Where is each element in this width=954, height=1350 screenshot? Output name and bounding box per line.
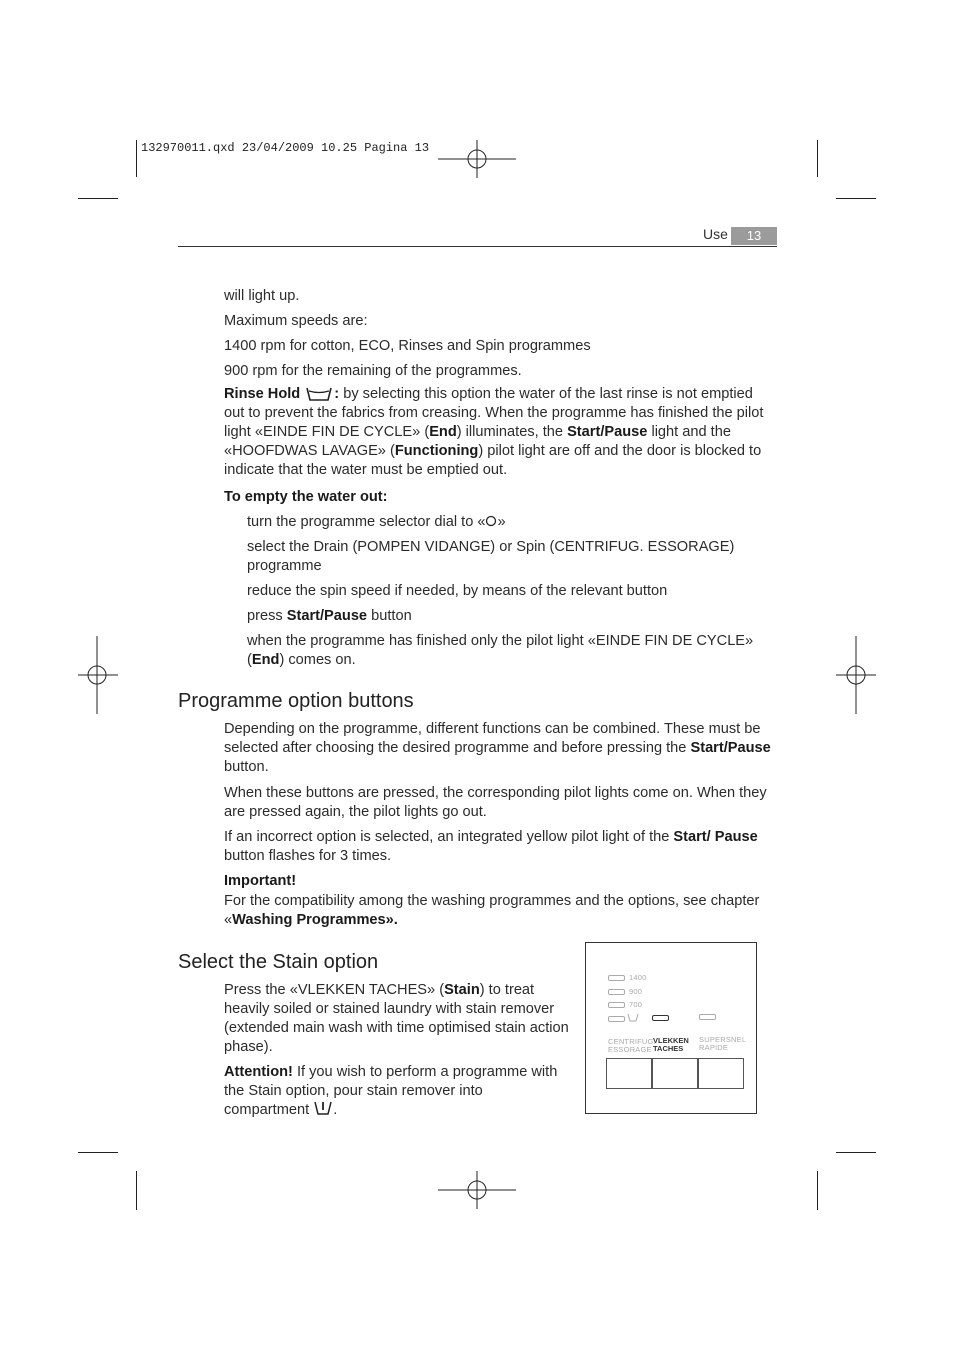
rinse-hold-text: ) pilot light are off and the door is blocked to indicate that the water must be emptied out.	[224, 443, 762, 478]
crop-mark	[78, 198, 118, 199]
intro-line: 1400 rpm for cotton, ECO, Rinses and Spin programmes	[224, 338, 591, 354]
rinse-hold-colon: :	[334, 386, 340, 402]
intro-line: will light up.	[224, 288, 300, 304]
speed-label: 900	[629, 987, 643, 996]
header-rule	[178, 246, 777, 247]
button-label-line: SUPERSNEL	[699, 1035, 747, 1044]
chapter-reference: Washing Programmes	[232, 912, 386, 928]
page-number: 13	[731, 227, 777, 245]
start-pause-label: Start/Pause	[567, 424, 648, 440]
step-item: reduce the spin speed if needed, by means of the relevant button	[247, 583, 668, 599]
start-pause-label: Start/Pause	[286, 608, 368, 624]
crop-mark	[817, 1171, 818, 1210]
rinse-hold-icon	[627, 1013, 639, 1022]
start-pause-label: Start/ Pause	[673, 829, 758, 845]
button-label-line: ESSORAGE	[608, 1045, 652, 1054]
print-slug: 132970011.qxd 23/04/2009 10.25 Pagina 13	[141, 141, 430, 155]
rinse-hold-text: light and the «HOOFDWAS LAVAGE» (	[224, 424, 731, 459]
end-label: End	[429, 424, 457, 440]
button-label-line: RAPIDE	[699, 1043, 729, 1052]
crop-mark	[78, 1152, 118, 1153]
important-title: Important!	[224, 873, 297, 889]
button-label-line: CENTRIFUG.	[608, 1037, 656, 1046]
paragraph	[224, 828, 769, 866]
paragraph-text: ) to treat heavily soiled or stained laundry with stain remover (extended main wash with time optimised stain action phase).	[224, 982, 569, 1055]
paragraph-text: ».	[385, 912, 398, 928]
paragraph-text: Depending on the programme, different functions can be combined. These must be selected after choosing the desired programme and before pressing the	[224, 721, 761, 756]
intro-line: 900 rpm for the remaining of the programmes.	[224, 363, 522, 379]
paragraph	[224, 981, 580, 1057]
registration-mark-icon	[438, 140, 516, 178]
crop-mark	[836, 198, 876, 199]
step-text: when the programme has finished only the pilot light «EINDE FIN DE CYCLE» (	[247, 633, 754, 668]
end-label: End	[251, 652, 280, 668]
step-text: press	[247, 608, 287, 624]
pilot-light	[608, 1016, 625, 1022]
compartment-icon	[313, 1100, 333, 1116]
step-text: ) comes on.	[279, 652, 356, 668]
paragraph-text: Press the «VLEKKEN TACHES» (	[224, 982, 445, 998]
step-item	[247, 607, 412, 626]
section-label: Use	[703, 226, 728, 242]
pilot-light-stain	[652, 1015, 669, 1021]
rinse-hold-icon	[305, 385, 333, 403]
functioning-label: Functioning	[394, 443, 479, 459]
drain-dial-icon	[485, 515, 497, 527]
paragraph	[224, 720, 776, 777]
rinse-hold-title: Rinse Hold	[224, 386, 301, 402]
empty-water-title: To empty the water out:	[224, 489, 388, 505]
button-label-line: TACHES	[653, 1044, 684, 1053]
pilot-light	[608, 989, 625, 995]
attention-title: Attention!	[224, 1064, 293, 1080]
button-label	[608, 1038, 656, 1054]
paragraph-text: button flashes for 3 times.	[224, 848, 392, 864]
rinse-hold-paragraph	[224, 385, 776, 480]
button-label	[699, 1036, 746, 1052]
pilot-light	[608, 1002, 625, 1008]
stain-label: Stain	[444, 982, 480, 998]
stain-button	[652, 1058, 698, 1089]
step-item	[247, 513, 506, 532]
crop-mark	[136, 140, 137, 177]
crop-mark	[136, 1171, 137, 1210]
paragraph	[224, 1063, 564, 1120]
paragraph-text: button.	[224, 759, 269, 775]
rinse-hold-text: by selecting this option the water of the last rinse is not emptied out to prevent the fabrics from creasing. When the programme has finished the pilot light «EINDE FIN DE CYCLE» (	[224, 386, 764, 440]
crop-mark	[817, 140, 818, 177]
registration-mark-icon	[836, 636, 876, 714]
speed-label: 700	[629, 1000, 643, 1009]
paragraph-text: If an incorrect option is selected, an integrated yellow pilot light of the	[224, 829, 674, 845]
spin-button	[606, 1058, 652, 1089]
important-text	[224, 892, 776, 930]
step-text: button	[367, 608, 412, 624]
speed-label: 1400	[629, 973, 647, 982]
step-text: turn the programme selector dial to «	[247, 514, 486, 530]
step-item	[247, 632, 767, 670]
crop-mark	[836, 1152, 876, 1153]
registration-mark-icon	[438, 1171, 516, 1209]
intro-line: Maximum speeds are:	[224, 313, 368, 329]
pilot-light	[699, 1014, 716, 1020]
start-pause-label: Start/Pause	[690, 740, 771, 756]
section-heading: Select the Stain option	[178, 951, 379, 973]
step-text: »	[497, 514, 506, 530]
pilot-light	[608, 975, 625, 981]
section-heading: Programme option buttons	[178, 690, 414, 712]
control-panel-illustration	[585, 942, 757, 1114]
paragraph-text: .	[333, 1102, 338, 1118]
paragraph: When these buttons are pressed, the corresponding pilot lights come on. When they are pressed again, the pilot lights go out.	[224, 785, 767, 820]
button-label-stain	[653, 1037, 689, 1053]
super-quick-button	[698, 1058, 744, 1089]
registration-mark-icon	[78, 636, 118, 714]
paragraph-text: If you wish to perform a programme with the Stain option, pour stain remover into compartment	[224, 1064, 558, 1118]
rinse-hold-text: ) illuminates, the	[456, 424, 568, 440]
button-label-line: VLEKKEN	[653, 1036, 689, 1045]
paragraph-text: For the compatibility among the washing programmes and the options, see chapter «	[224, 893, 760, 928]
step-item: select the Drain (POMPEN VIDANGE) or Spin (CENTRIFUG. ESSORAGE) programme	[247, 539, 735, 574]
